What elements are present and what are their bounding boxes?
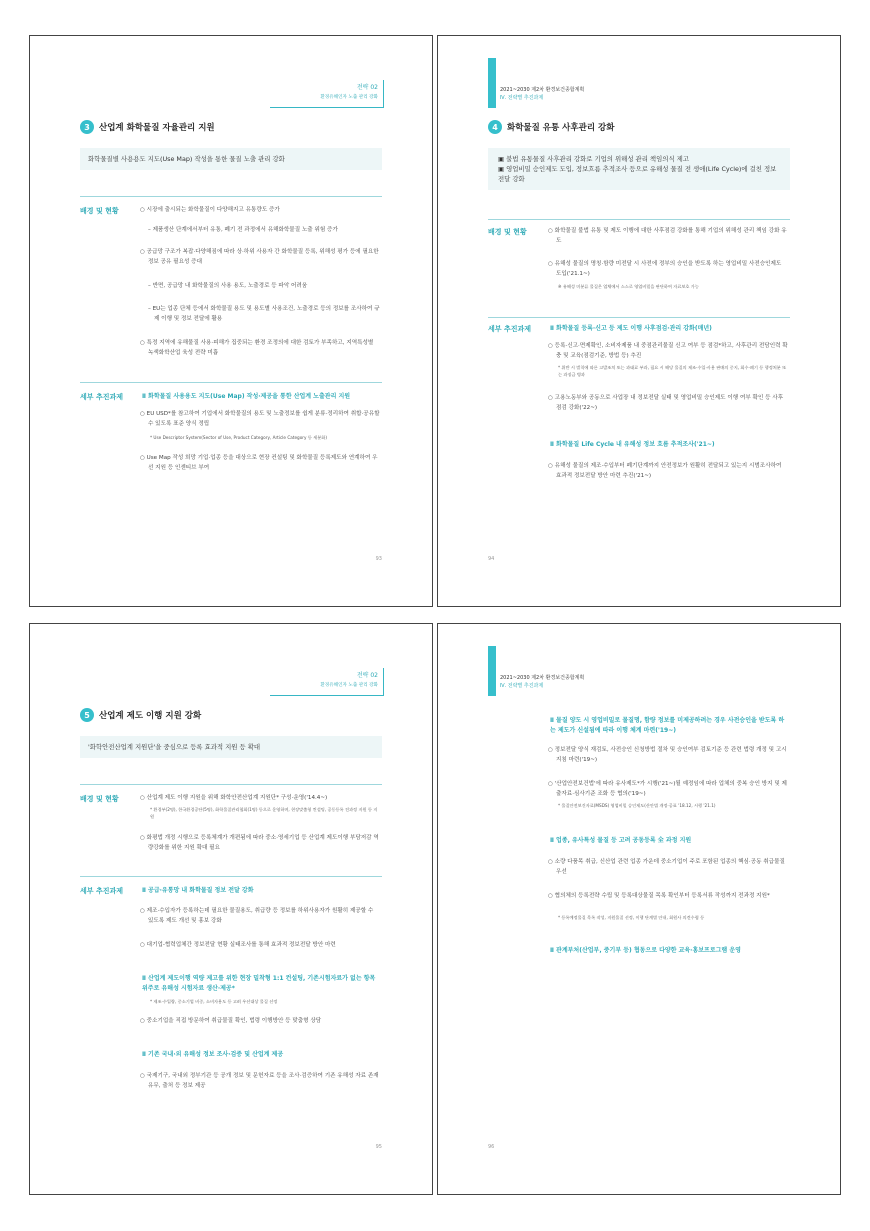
label-background: 배경 및 현황 xyxy=(80,207,119,215)
footnote: * 위반 시 벌칙에 따른 고발조치 또는 과태료 부과, 필요 시 해당 물질의 제조·수입·사용 판매의 중지, 회수·폐기 등 행정처분 또는 과징금 병과 xyxy=(558,365,787,377)
task-subheading: Ⅱ 업종, 유사특성 물질 등 고려 공동등록 全 과정 지원 xyxy=(550,837,692,844)
task-subheading: Ⅱ 산업계 제도이행 역량 제고를 위한 현장 밀착형 1:1 컨설팅, 기존시험자료가 없는 항목 위주로 유해성 시험자료 생산·제공* xyxy=(142,975,376,992)
strategy-label xyxy=(320,83,378,103)
bullet: ○ 중소기업을 직접 방문하여 취급물질 확인, 법령 이행방안 등 맞춤형 상담 xyxy=(140,1018,322,1024)
section-title: 화학물질 유통 사후관리 강화 xyxy=(507,123,615,133)
divider xyxy=(488,219,790,220)
divider xyxy=(80,382,382,383)
divider xyxy=(80,196,382,197)
section-summary: '화학안전산업계 지원단'을 중심으로 등록 효과적 지원 등 확대 xyxy=(80,736,382,758)
bullet: ○ 유해성 물질의 제조·수입부터 폐기단계까지 안전정보가 원활히 전달되고 있는지 시범조사하여 효과적 정보전달 방안 마련 추진('21~) xyxy=(548,463,782,479)
section-heading xyxy=(80,708,201,722)
page-number: 95 xyxy=(375,1144,382,1150)
bullet: ○ 공급망 구조가 복잡·다양해짐에 따라 상·하위 사용자 간 화학물질 등록, 위해성 평가 등에 필요한 정보 공유 필요성 증대 xyxy=(140,249,379,265)
label-tasks: 세부 추진과제 xyxy=(80,393,124,401)
section-summary xyxy=(488,148,790,190)
running-header xyxy=(500,674,584,690)
page-number: 94 xyxy=(488,556,495,562)
summary-line: ▣ 영업비밀 승인제도 도입, 정보흐름 추적조사 등으로 유해성 물질 전 생애(Life Cycle)에 걸친 정보 전달 강화 xyxy=(498,165,777,183)
task-subheading: Ⅱ 기존 국내·외 유해성 정보 조사·검증 및 산업계 제공 xyxy=(142,1051,284,1058)
task-subheading: Ⅱ 화학물질 등록·신고 등 제도 이행 사후점검·관리 강화(매년) xyxy=(550,325,712,332)
header-accent xyxy=(488,58,496,108)
label-tasks: 세부 추진과제 xyxy=(488,325,532,333)
bullet: ○ EU USD*를 참고하여 기업에서 화학물질의 용도 및 노출정보를 쉽게 분류·정리하여 취합·공유할 수 있도록 표준 양식 정립 xyxy=(140,411,380,427)
footnote: * 등록예정물질 목록 작성, 지원물질 선정, 이행 단계별 안내, 회원사 의견수렴 등 xyxy=(558,915,705,920)
sub-bullet: – 제품생산 단계에서부터 유통, 폐기 전 과정에서 유해화학물질 노출 위험 증가 xyxy=(148,227,338,233)
plan-title: 2021~2030 제2차 환경보건종합계획 xyxy=(500,675,585,681)
footnote: * 제조·수입량, 중소기업 비중, 소비자용도 등 고려 우선대상 물질 선정 xyxy=(150,999,278,1004)
bullet: ○ 협의체의 등록전략 수립 및 등록대상물질 목록 확인부터 등록서류 작성까지 전과정 지원* xyxy=(548,893,770,899)
section-number-badge: 4 xyxy=(488,120,502,134)
chapter-title: Ⅳ. 전략별 추진과제 xyxy=(500,683,544,689)
section-title: 산업계 화학물질 자율관리 지원 xyxy=(99,123,215,133)
task-subheading: Ⅱ 화학물질 Life Cycle 내 유해성 정보 흐름 추적조사('21~) xyxy=(550,441,715,448)
page-94 xyxy=(437,35,841,607)
page-95 xyxy=(29,623,433,1195)
task-subheading: Ⅱ 공급·유통망 내 화학물질 정보 전달 강화 xyxy=(142,887,254,894)
header-accent xyxy=(488,646,496,696)
bullet: ○ 유해성 물질의 명칭·함량 미전달 시 사전에 정부의 승인을 받도록 하는 영업비밀 사전승인제도 도입('21.1~) xyxy=(548,261,782,277)
footnote: ※ 유해성 미분류 물질은 업체에서 스스로 영업비밀을 판단하여 자료보호 가능 xyxy=(558,284,699,289)
task-subheading: Ⅱ 관계부처(산업부, 중기부 등) 협동으로 다양한 교육·홍보프로그램 운영 xyxy=(550,947,741,954)
strategy-label xyxy=(320,671,378,691)
page-96 xyxy=(437,623,841,1195)
bullet: ○ 소량 다품목 취급, 신산업 관련 업종 가운데 중소기업이 주로 포함된 업종의 핵심·공동 취급물질 우선 xyxy=(548,859,785,875)
bullet: ○ 시장에 출시되는 화학물질이 다양해지고 유통량도 증가 xyxy=(140,207,280,213)
strategy-number: 전략 02 xyxy=(356,672,378,679)
plan-title: 2021~2030 제2차 환경보건종합계획 xyxy=(500,87,585,93)
bullet: ○ 고용노동부와 공동으로 사업장 내 정보전달 실태 및 영업비밀 승인제도 이행 여부 확인 등 사후점검 강화('22~) xyxy=(548,395,784,411)
section-number-badge: 3 xyxy=(80,120,94,134)
task-subheading: Ⅱ 화학물질 사용용도 지도(Use Map) 작성·제공을 통한 산업계 노출관리 지원 xyxy=(142,393,351,400)
bullet: ○ '산업안전보건법'에 따라 유사제도*가 시행('21~)될 예정임에 따라 업체의 중복 승인 방지 및 제출자료·심사기준 조화 등 협의('19~) xyxy=(548,781,787,797)
section-number-badge: 5 xyxy=(80,708,94,722)
bullet: ○ 국제기구, 국내외 정부기관 등 공개 정보 및 문헌자료 등을 조사·검증하여 기존 유해성 자료 존재 유무, 출처 등 정보 제공 xyxy=(140,1073,379,1089)
bullet: ○ 정보전달 양식 재검토, 사전승인 신청방법 절차 및 승인여부 검토기준 등 관련 법령 개정 및 고시 지침 마련('19~) xyxy=(548,747,787,763)
section-summary: 화학물질별 사용용도 지도(Use Map) 작성을 통한 물질 노출 관리 강화 xyxy=(80,148,382,170)
section-title: 산업계 제도 이행 지원 강화 xyxy=(99,711,202,721)
footnote: * Use Descriptor System(Sector of Use, Product Category, Article Category 등 세분화) xyxy=(150,435,327,440)
sub-bullet: – 반면, 공급망 내 화학물질의 사용 용도, 노출경로 등 파악 어려움 xyxy=(148,283,308,289)
bullet: ○ 산업계 제도 이행 지원을 위해 화학안전산업계 지원단* 구성·운영('14.4~) xyxy=(140,795,328,801)
task-subheading: Ⅱ 물질 양도 시 영업비밀로 물질명, 함량 정보를 미제공하려는 경우 사전승인을 받도록 하는 제도가 신설됨에 따라 이행 체계 마련('19~) xyxy=(550,717,785,734)
label-tasks: 세부 추진과제 xyxy=(80,887,124,895)
bullet: ○ 등록·신고·면제확인, 소비자제품 내 중점관리물질 신고 여부 등 점검*하고, 사후관리 전담인력 확충 및 교육(점검기준, 방법 등) 추진 xyxy=(548,343,788,359)
bullet: ○ Use Map 작성 희망 기업·업종 등을 대상으로 현장 컨설팅 및 화학물질 등록제도와 연계하여 우선 지원 등 인센티브 부여 xyxy=(140,455,378,471)
bullet: ○ 화학물질 불법 유통 및 제도 이행에 대한 사후점검 강화를 통해 기업의 위해성 관리 책임 강화 유도 xyxy=(548,228,787,244)
strategy-number: 전략 02 xyxy=(356,84,378,91)
strategy-name: 환경유해인자 노출 관리 강화 xyxy=(320,95,378,100)
corner-accent xyxy=(383,668,384,696)
footnote: * 환경부(2명), 한국환경공단(5명), 화학물질관리협회(1명) 등으로 운영하며, 현장맞춤형 컨설팅, 공동등록 전과정 지원 등 지원 xyxy=(150,807,378,819)
footnote: * 물질안전보건자료(MSDS) 영업비밀 승인제도(산안법 개정·공표 '18.12, 시행 '21.1) xyxy=(558,803,716,808)
corner-rule xyxy=(270,107,384,108)
bullet: ○ 제조·수입자가 등록하는데 필요한 물질용도, 취급량 등 정보를 하위사용자가 원활히 제공할 수 있도록 제도 개선 및 홍보 강화 xyxy=(140,908,374,924)
section-heading xyxy=(488,120,614,134)
running-header xyxy=(500,86,584,102)
page-number: 93 xyxy=(375,556,382,562)
bullet: ○ 대기업-협력업체간 정보전달 현황 실태조사를 통해 효과적 정보전달 방안 마련 xyxy=(140,942,336,948)
summary-line: ▣ 불법 유통물질 사후관리 강화로 기업의 위해성 관리 책임의식 제고 xyxy=(498,155,689,163)
page-number: 96 xyxy=(488,1144,495,1150)
bullet: ○ 특정 지역에 유해물질 사용·피해가 집중되는 환경 조정의에 대한 검토가 부족하고, 지역특성별 녹색화학산업 육성 전략 미흡 xyxy=(140,340,374,356)
corner-accent xyxy=(383,80,384,108)
sub-bullet: – EU는 업종 단체 등에서 화학물질 용도 및 용도별 사용조건, 노출경로 등의 정보를 조사하여 규제 이행 및 정보 전달에 활용 xyxy=(148,306,380,322)
bullet: ○ 화평법 개정 시행으로 등록체계가 개편됨에 따라 중소·영세기업 등 산업계 제도이행 부담저감 역량강화를 위한 지원 확대 필요 xyxy=(140,835,379,851)
divider xyxy=(80,784,382,785)
label-background: 배경 및 현황 xyxy=(80,795,119,803)
strategy-name: 환경유해인자 노출 관리 강화 xyxy=(320,683,378,688)
corner-rule xyxy=(270,695,384,696)
section-heading xyxy=(80,120,215,134)
page-93 xyxy=(29,35,433,607)
divider xyxy=(488,317,790,318)
divider xyxy=(80,876,382,877)
chapter-title: Ⅳ. 전략별 추진과제 xyxy=(500,95,544,101)
label-background: 배경 및 현황 xyxy=(488,228,527,236)
